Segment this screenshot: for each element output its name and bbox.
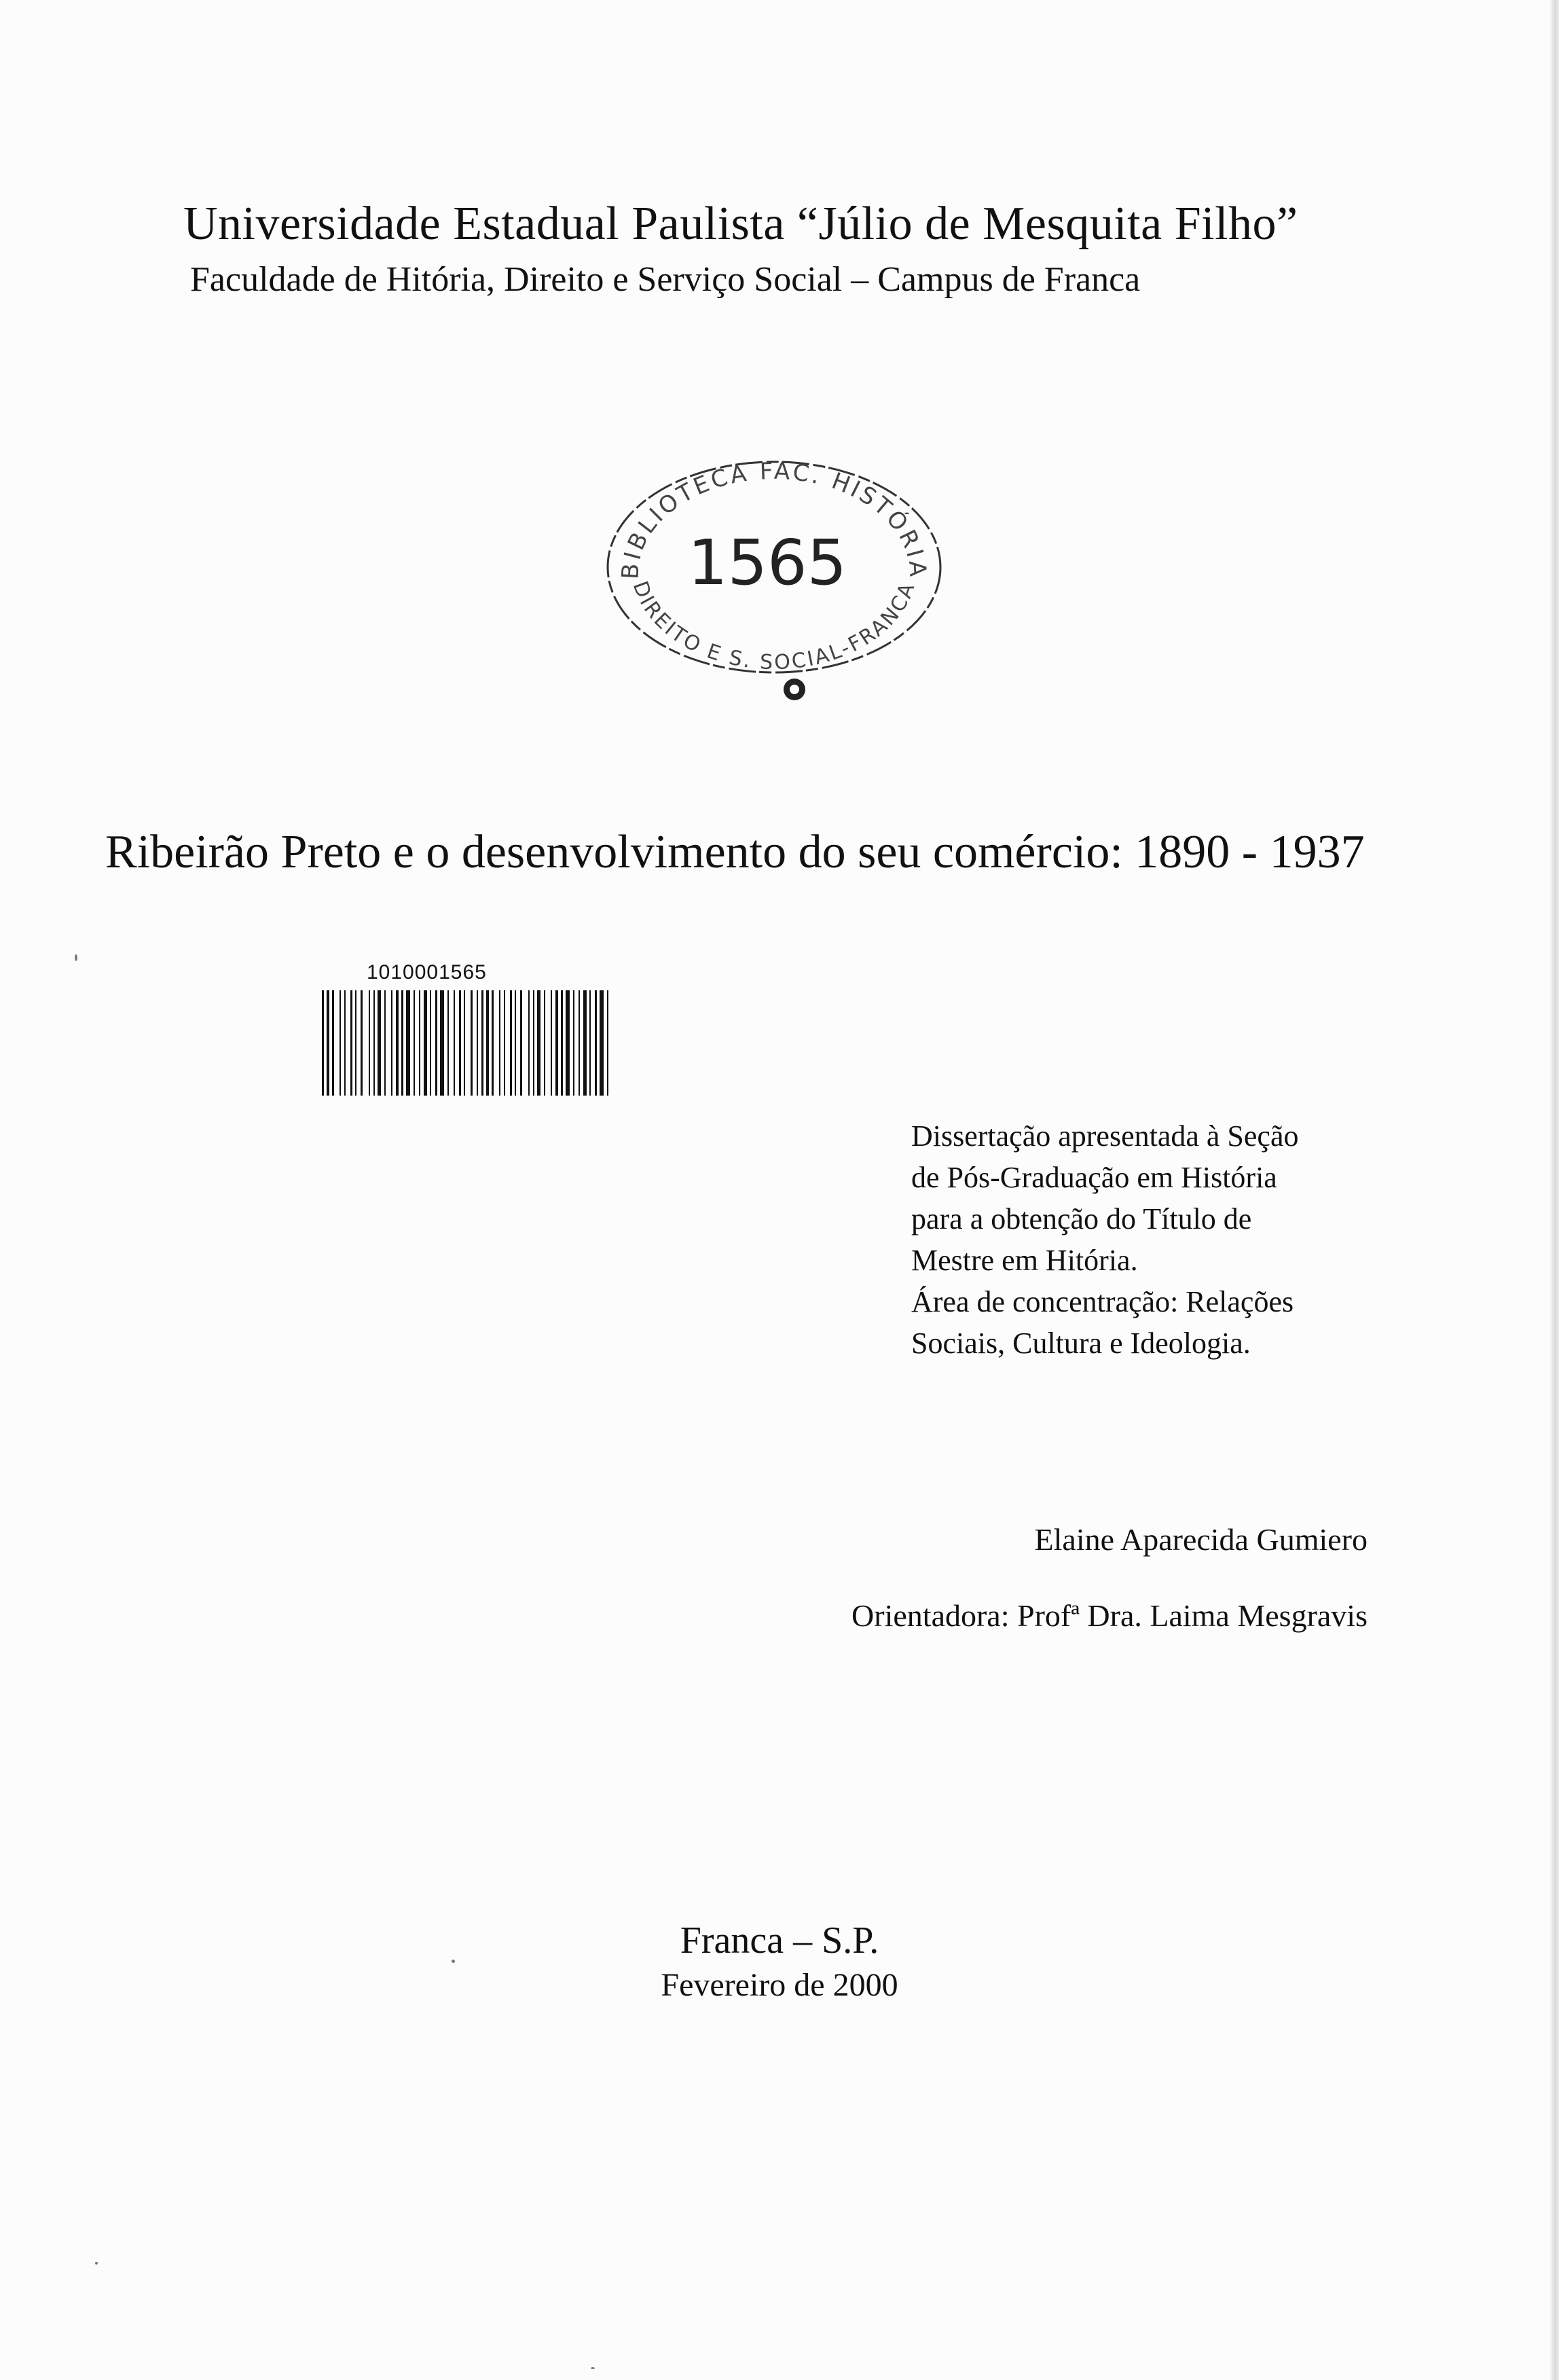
stamp-bottom-text: DIREITO E S. SOCIAL-FRANCA	[627, 578, 921, 675]
advisor-name: Orientadora: Profª Dra. Laima Mesgravis	[851, 1598, 1368, 1633]
barcode-bar	[533, 990, 534, 1096]
dissertation-title: Ribeirão Preto e o desenvolvimento do seu comércio: 1890 - 1937	[105, 826, 1365, 878]
stamp-number: 1565	[687, 526, 847, 599]
barcode-bar	[504, 990, 505, 1096]
barcode-bar	[566, 990, 570, 1096]
barcode-bar	[440, 990, 444, 1096]
barcode-bar	[595, 990, 597, 1096]
scan-speck	[452, 1960, 455, 1963]
barcode-bar	[340, 990, 341, 1096]
barcode-bar	[344, 990, 346, 1096]
barcode-bar	[406, 990, 410, 1096]
stamp-mark-icon	[784, 679, 805, 700]
barcode-bar	[510, 990, 512, 1096]
university-name: Universidade Estadual Paulista “Júlio de Mesquita Filho”	[183, 198, 1298, 250]
scan-speck	[95, 2262, 98, 2265]
barcode-bar	[464, 990, 465, 1096]
barcode-bar	[373, 990, 375, 1096]
barcode-bar	[355, 990, 356, 1096]
barcode-bar	[515, 990, 516, 1096]
place: Franca – S.P.	[680, 1919, 879, 1962]
barcode-bar	[573, 990, 574, 1096]
barcode-bar	[607, 990, 608, 1096]
stamp-top-text: BIBLIOTECA FAC. HISTÓRIA	[617, 457, 932, 580]
barcode-bar	[332, 990, 334, 1096]
author-name: Elaine Aparecida Gumiero	[1034, 1522, 1368, 1557]
faculty-name: Faculdade de Hitória, Direito e Serviço Social – Campus de Franca	[190, 260, 1141, 299]
barcode-bar	[481, 990, 483, 1096]
barcode-bar	[555, 990, 558, 1096]
barcode-bar	[477, 990, 478, 1096]
library-stamp	[598, 448, 951, 706]
scan-speck	[591, 2367, 595, 2369]
statement-line: Sociais, Cultura e Ideologia.	[911, 1327, 1251, 1360]
statement-line: de Pós-Graduação em História	[911, 1161, 1277, 1194]
barcode-bar	[396, 990, 399, 1096]
barcode-bar	[459, 990, 461, 1096]
barcode-bar	[589, 990, 591, 1096]
barcode-bar	[528, 990, 530, 1096]
submission-statement	[911, 1115, 1366, 1364]
barcode-bar	[600, 990, 604, 1096]
barcode-bar	[561, 990, 563, 1096]
barcode-bar	[419, 990, 420, 1096]
barcode-bar	[361, 990, 363, 1096]
barcode-bar	[447, 990, 449, 1096]
date: Fevereiro de 2000	[661, 1967, 898, 2003]
statement-line: Dissertação apresentada à Seção	[911, 1119, 1299, 1153]
barcode-bar	[414, 990, 415, 1096]
barcode-bar	[424, 990, 427, 1096]
barcode-number: 1010001565	[367, 961, 487, 984]
barcode-bar	[551, 990, 552, 1096]
barcode-bar	[322, 990, 324, 1096]
barcode-bar	[435, 990, 437, 1096]
barcode-bar	[378, 990, 381, 1096]
barcode-bar	[486, 990, 489, 1096]
barcode-bar	[583, 990, 587, 1096]
barcode-bar	[391, 990, 392, 1096]
page-edge-shadow	[1549, 0, 1559, 2380]
statement-line: Mestre em Hitória.	[911, 1244, 1138, 1277]
barcode-bar	[384, 990, 386, 1096]
barcode-bar	[369, 990, 370, 1096]
barcode-bar	[537, 990, 540, 1096]
barcode-bar	[492, 990, 494, 1096]
scan-speck	[75, 954, 77, 961]
barcode-bar	[430, 990, 431, 1096]
barcode-bar	[350, 990, 352, 1096]
barcode-bar	[327, 990, 329, 1096]
barcode-bar	[499, 990, 500, 1096]
barcode-bar	[544, 990, 545, 1096]
barcode	[319, 990, 611, 1096]
barcode-bar	[401, 990, 403, 1096]
barcode-bar	[520, 990, 522, 1096]
barcode-bar	[579, 990, 580, 1096]
barcode-bar	[454, 990, 455, 1096]
statement-line: Área de concentração: Relações	[911, 1285, 1294, 1318]
barcode-bar	[471, 990, 473, 1096]
statement-line: para a obtenção do Título de	[911, 1202, 1252, 1236]
